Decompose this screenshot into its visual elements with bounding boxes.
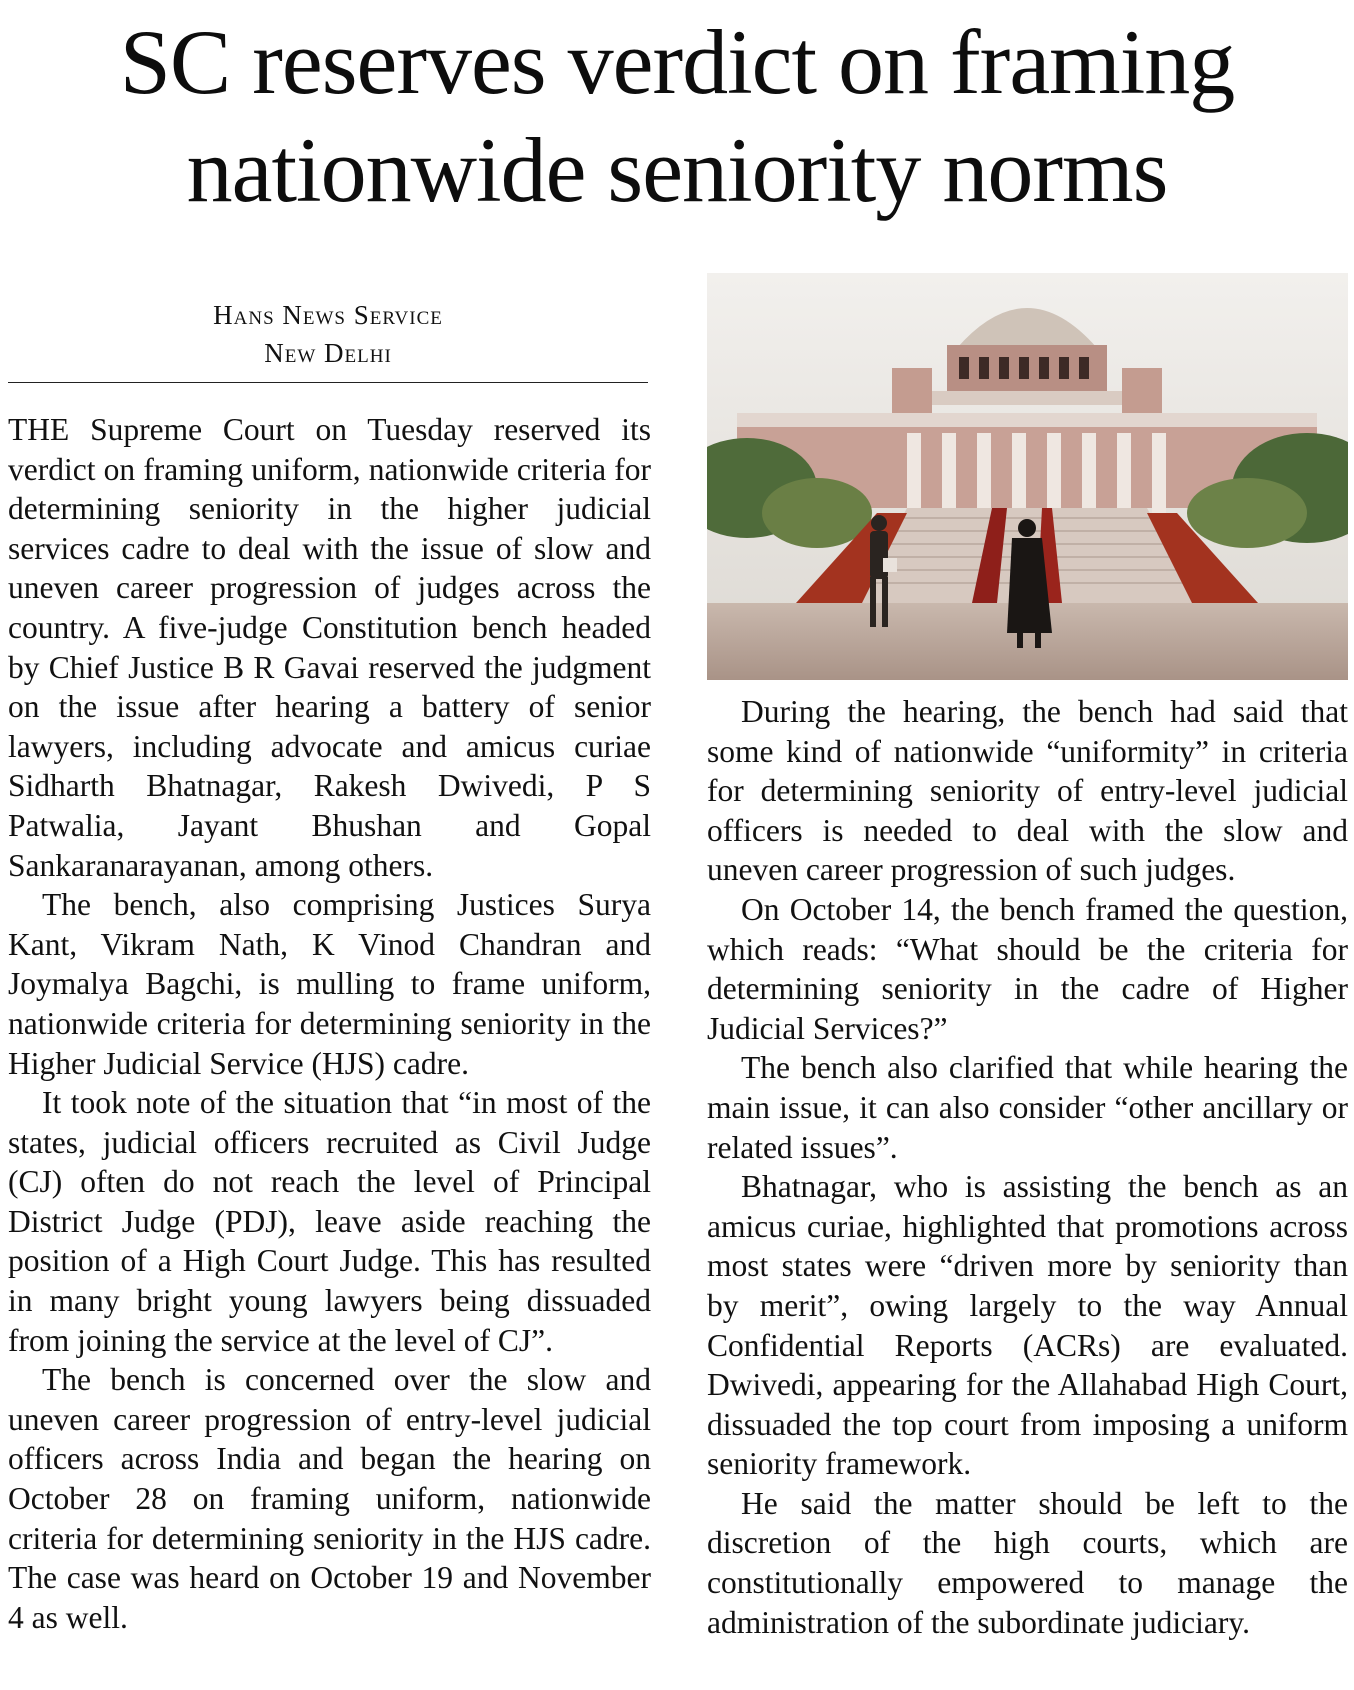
article-column-right <box>707 692 1348 1642</box>
paragraph: The bench, also comprising Justices Surya Kant, Vikram Nath, K Vinod Chandran and Joymalya Bagchi, is mulling to frame uniform, nationwide criteria for determining seniority in the Higher Judicial Service (HJS) cadre. <box>8 887 651 1081</box>
paragraph: The bench also clarified that while hearing the main issue, it can also consider “other ancillary or related issues”. <box>707 1050 1348 1165</box>
paragraph: During the hearing, the bench had said that some kind of nationwide “uniformity” in criteria for determining seniority of entry-level judicial officers is needed to deal with the slow and uneven career progression of such judges. <box>707 694 1348 888</box>
byline <box>8 296 648 372</box>
paragraph: It took note of the situation that “in most of the states, judicial officers recruited as Civil Judge (CJ) often do not reach the level of Principal District Judge (PDJ), leave aside reaching the position of a High Court Judge. This has resulted in many bright young lawyers being dissuaded from joining the service at the level of CJ”. <box>8 1085 651 1358</box>
byline-source: Hans News Service <box>213 300 443 330</box>
paragraph: Bhatnagar, who is assisting the bench as an amicus curiae, highlighted that promotions across most states were “driven more by seniority than by merit”, owing largely to the way Annual Confidential Reports (ACRs) are evaluated. Dwivedi, appearing for the Allahabad High Court, dissuaded the top court from imposing a uniform seniority framework. <box>707 1169 1348 1482</box>
paragraph: The bench is concerned over the slow and uneven career progression of entry-level judicial officers across India and began the hearing on October 28 on framing uniform, nationwide criteria for determining seniority in the HJS cadre. The case was heard on October 19 and November 4 as well. <box>8 1362 651 1635</box>
headline-line-1: SC reserves verdict on framing <box>119 11 1235 113</box>
byline-divider <box>8 382 648 383</box>
upper-band <box>737 413 1317 427</box>
right-tower <box>1122 368 1162 418</box>
byline-location: New Delhi <box>264 338 392 368</box>
left-tower <box>892 368 932 418</box>
paragraph: THE Supreme Court on Tuesday reserved its verdict on framing uniform, nationwide criteria for determining seniority in the higher judicial services cadre to deal with the issue of slow and uneven career progression of judges across the country. A five-judge Constitution bench headed by Chief Justice B R Gavai reserved the judgment on the issue after hearing a battery of senior lawyers, including advocate and amicus curiae Sidharth Bhatnagar, Rakesh Dwivedi, P S Patwalia, Jayant Bhushan and Gopal Sankaranarayanan, among others. <box>8 412 651 883</box>
paragraph: He said the matter should be left to the discretion of the high courts, which are constitutionally empowered to manage the administration of the subordinate judiciary. <box>707 1485 1348 1640</box>
paragraph: On October 14, the bench framed the question, which reads: “What should be the criteria for determining seniority in the cadre of Higher Judicial Services?” <box>707 891 1348 1046</box>
headline-line-2: nationwide seniority norms <box>186 119 1168 221</box>
headline <box>0 8 1354 224</box>
article-column-left <box>8 410 651 1637</box>
cornice <box>922 391 1132 405</box>
supreme-court-photo <box>707 273 1348 680</box>
supreme-court-illustration <box>707 273 1348 680</box>
